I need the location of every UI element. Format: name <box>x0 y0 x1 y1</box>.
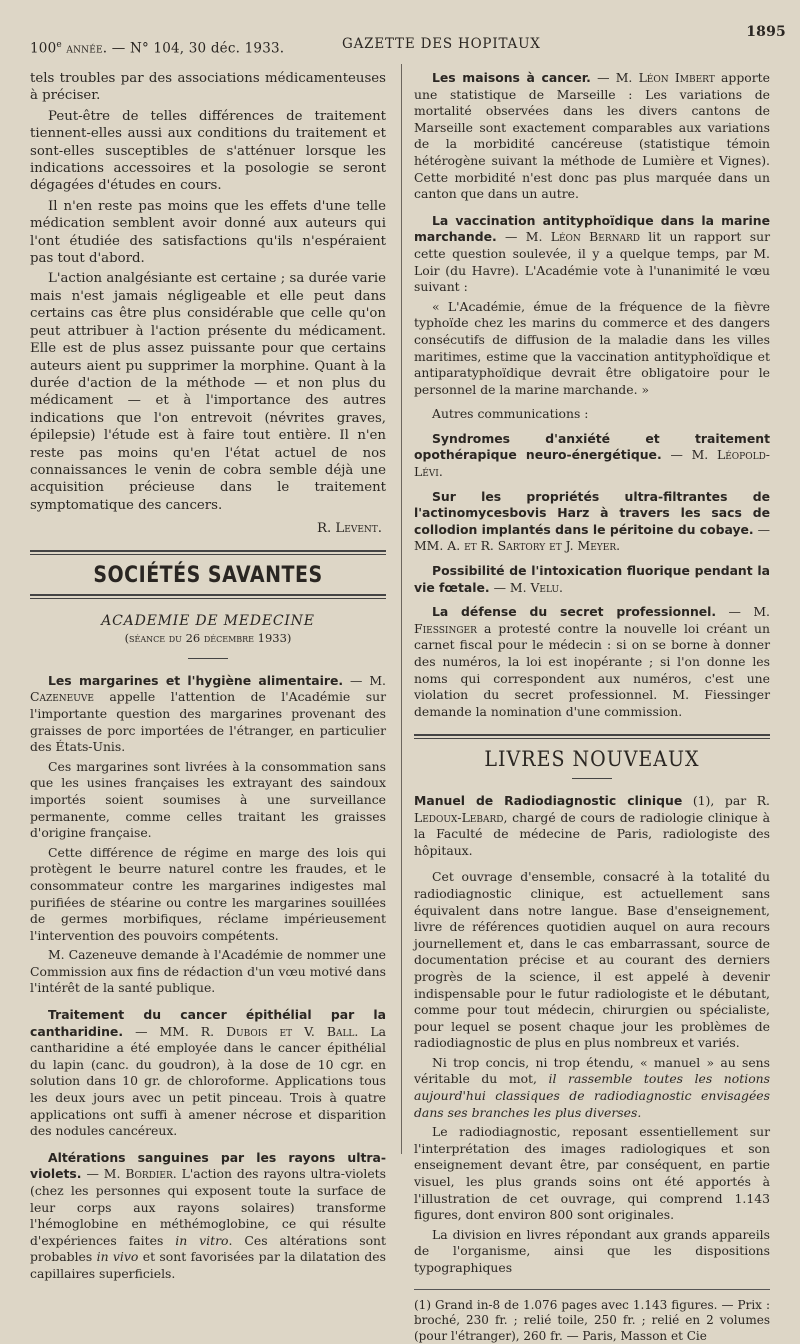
article-signature: R. Levent. <box>316 521 382 537</box>
issue-info: 100e année. — N° 104, 30 déc. 1933. <box>30 40 285 57</box>
paragraph: tels troubles par des associations médicamenteuses à préciser. <box>30 71 386 104</box>
paragraph: La division en livres répondant aux grands appareils de l'organisme, ainsi que les dispositions typographiques <box>414 1226 770 1275</box>
vaccination-quote: « L'Académie, émue de la fréquence de la fièvre typhoïde chez les marins du commerce et des dangers consécutifs de diffusion de la maladie dans les villes maritimes, estime que la vaccination antityphoïdique et antiparatyphoïdique devrait être obligatoire pour le personnel de la marine marchande. » <box>414 298 770 397</box>
report-cantharidine: Traitement du cancer épithélial par la cantharidine. — MM. R. Dubois et V. Ball. La cantharidine a été employée dans le cancer épithélial du lapin (canc. du goudron), à la dose de 10 cgr. en solution dans 10 gr. de chloroforme. Applications tous les deux jours avec un petit pinceau. Trois à quatre applications ont suffi à amener nécrose et disparition des nodules cancéreux. <box>30 1007 386 1139</box>
paragraph: Le radiodiagnostic, reposant essentiellement sur l'interprétation des images radiologiques et son enseignement devant être, par conséquent, en partie visuel, les plus grands soins ont été apportés à l'illustration de cet ouvrage, qui comprend 1.143 figures, dont environ 800 sont originales. <box>414 1124 770 1223</box>
section-title-societes-savantes: SOCIÉTÉS SAVANTES <box>93 561 323 588</box>
footnote: (1) Grand in-8 de 1.076 pages avec 1.143 figures. — Prix : broché, 230 fr. ; relié toile, 250 fr. ; relié en 2 volumes (pour l'étranger), 260 fr. — Paris, Masson et Cie <box>414 1297 770 1343</box>
paragraph: L'action analgésiante est certaine ; sa durée varie mais n'est jamais négligeable et elle peut dans certains cas être plus considérable que celle qu'on peut attribuer à l'action présente du médicament. Elle est de plus assez puissante pour que certains auteurs aient pu supprimer la morphine. Quant à la durée d'action de la méthode — et non plus du médicament — et à l'importance des autres indications que l'on entrevoit (névrites graves, épilepsie) l'étude est à faire tout entière. Il n'en reste pas moins qu'en l'état actuel de nos connaissances le venin de cobra semble déjà une acquisition précieuse dans le traitement symptomatique des cancers. <box>30 271 386 513</box>
paragraph: Cette différence de régime en marge des lois qui protègent le beurre naturel contre les fraudes, et le consommateur contre les margarines indigestes mal purifiées de stéarine ou contre les margarines souillées de germes morbifiques, réclame impérieusement l'intervention des pouvoirs compétents. <box>30 844 386 943</box>
page-header <box>30 24 786 57</box>
section-rule <box>414 734 770 739</box>
right-column <box>414 70 770 1344</box>
session-title: ACADEMIE DE MEDECINE <box>101 612 315 629</box>
short-divider <box>572 778 612 779</box>
report-actinomyces: Sur les propriétés ultra-filtrantes de l'actinomycesbovis Harz à travers les sacs de collodion implantés dans le péritoine du cobaye. — MM. A. et R. Sartory et J. Meyer. <box>414 488 770 554</box>
short-divider <box>188 658 228 659</box>
report-margarines: Les margarines et l'hygiène alimentaire. — M. Cazeneuve appelle l'attention de l'Académie sur l'importante question des margarines provenant des graisses de porc importées de l'étranger, en particulier des États-Unis. <box>30 672 386 755</box>
journal-title: GAZETTE DES HOPITAUX <box>342 36 541 52</box>
paragraph: Peut-être de telles différences de traitement tiennent-elles aussi aux conditions du traitement et sont-elles susceptibles de s'atténuer lorsque les indications accessoires et la posologie se seront dégagées d'études en cours. <box>30 108 386 194</box>
section-rule <box>30 594 386 599</box>
report-ultra-violets: Altérations sanguines par les rayons ultra-violets. — M. Bordier. L'action des rayons ultra-violets (chez les personnes qui exposent toute la surface de leur corps aux rayons solaires) transforme l'hémoglobine en méthémoglobine, ce qui résulte d'expériences faites in vitro. Ces altérations sont probables in vivo et sont favorisées par la dilatation des capillaires superficiels. <box>30 1149 386 1281</box>
other-communications: Autres communications : <box>432 406 589 422</box>
paragraph: Ces margarines sont livrées à la consommation sans que les usines françaises les extrayant des saindoux importés soient soumises à une surveillance permanente, comme celles traitant les graisses d'origine française. <box>30 758 386 841</box>
report-intoxication: Possibilité de l'intoxication fluorique pendant la vie fœtale. — M. Velu. <box>414 563 770 595</box>
paragraph: Ni trop concis, ni trop étendu, « manuel » au sens véritable du mot, il rassemble toutes les notions aujourd'hui classiques de radiodiagnostic envisagées dans ses branches les plus diverses. <box>414 1054 770 1120</box>
paragraph: Cet ouvrage d'ensemble, consacré à la totalité du radiodiagnostic clinique, est actuellement sans équivalent dans notre langue. Base d'enseignement, livre de références quotidien auquel on aura recours journellement et, dans le cas embarrassant, source de documentation précise et au courant des derniers progrès de la science, il est appelé à devenir indispensable pour le futur radiologiste et le débutant, comme pour tout médecin, chirurgien ou spécialiste, pour lequel se posent chaque jour les problèmes de radiodiagnostic de plus en plus nombreux et variés. <box>414 869 770 1051</box>
report-maisons-cancer: Les maisons à cancer. — M. Léon Imbert apporte une statistique de Marseille : Les variations de mortalité observées dans les divers cantons de Marseille sont exactement comparables aux variations de la morbidité cancéreuse (statistique témoin hétérogène suivant la méthode de Lumière et Vignes). Cette morbidité n'est donc pas plus marquée dans un canton que dans un autre. <box>414 70 770 202</box>
page-number: 1895 <box>746 24 786 40</box>
session-date: (séance du 26 décembre 1933) <box>124 631 292 646</box>
column-divider <box>401 64 402 1154</box>
paragraph: M. Cazeneuve demande à l'Académie de nommer une Commission aux fins de rédaction d'un vœu motivé dans l'intérêt de la santé publique. <box>30 947 386 996</box>
book-entry: Manuel de Radiodiagnostic clinique (1), par R. Ledoux-Lebard, chargé de cours de radiologie clinique à la Faculté de médecine de Paris, radiologiste des hôpitaux. <box>414 792 770 858</box>
footnote-rule <box>414 1289 770 1290</box>
report-syndromes: Syndromes d'anxiété et traitement opothérapique neuro-énergétique. — M. Léopold-Lévi. <box>414 430 770 480</box>
section-title-livres-nouveaux: LIVRES NOUVEAUX <box>484 746 700 772</box>
left-column <box>30 70 386 1286</box>
report-vaccination: La vaccination antityphoïdique dans la marine marchande. — M. Léon Bernard lit un rapport sur cette question soulevée, il y a quelque temps, par M. Loir (du Havre). L'Académie vote à l'unanimité le vœu suivant : <box>414 212 770 295</box>
section-rule <box>30 550 386 555</box>
paragraph: Il n'en reste pas moins que les effets d'une telle médication semblent avoir donné aux auteurs qui l'ont étudiée des satisfactions qu'ils n'espéraient pas tout d'abord. <box>30 198 386 267</box>
report-secret-professionnel: La défense du secret professionnel. — M. Fiessinger a protesté contre la nouvelle loi créant un carnet fiscal pour le médecin : si on se borne à donner des numéros, la loi est inopérante ; si l'on donne les noms qui correspondent aux numéros, c'est une violation du secret professionnel. M. Fiessinger demande la nomination d'une commission. <box>414 604 770 719</box>
